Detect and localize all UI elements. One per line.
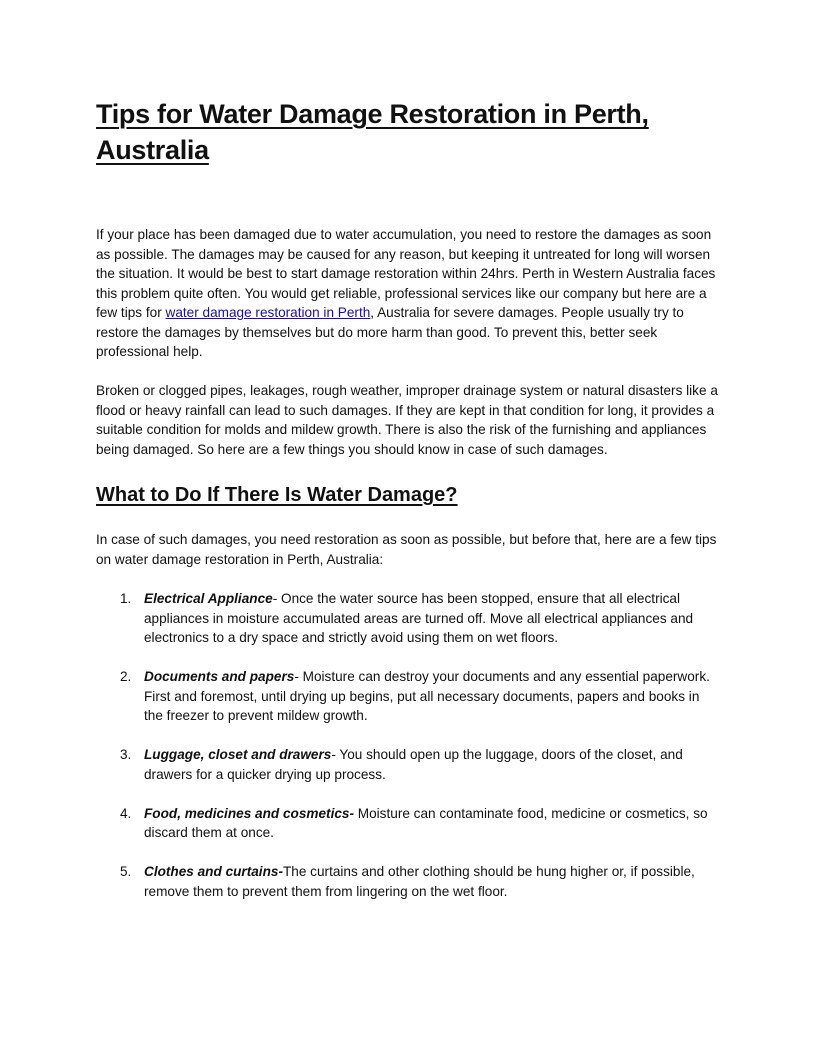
list-number: 4. <box>120 805 132 821</box>
section-heading: What to Do If There Is Water Damage? <box>96 484 458 506</box>
tip-text: Moisture can contaminate food, medicine or cosmetics, so discard them at once. <box>144 805 708 840</box>
tip-term: Documents and papers <box>144 669 295 684</box>
tip-text: - Moisture can destroy your documents and any essential paperwork. First and foremost, until drying up begins, put all necessary documents, papers and books in the freezer to prevent mildew growth. <box>144 669 710 723</box>
list-item <box>96 667 720 726</box>
list-item <box>96 804 720 843</box>
list-item <box>96 745 720 784</box>
intro-paragraph <box>96 225 720 362</box>
tip-term: Electrical Appliance <box>144 591 273 606</box>
tip-text: The curtains and other clothing should be hung higher or, if possible, remove them to prevent them from lingering on the wet floor. <box>144 864 695 899</box>
tip-term: Luggage, closet and drawers <box>144 747 332 762</box>
list-number: 2. <box>120 669 132 684</box>
tip-term: Food, medicines and cosmetics- <box>144 805 354 821</box>
list-number: 3. <box>120 747 132 762</box>
tip-text: - You should open up the luggage, doors of the closet, and drawers for a quicker drying up process. <box>144 747 683 782</box>
intro-text-after-link: , Australia for severe damages. People usually try to restore the damages by themselves but do more harm than good. To prevent this, better seek professional help. <box>96 305 684 359</box>
causes-paragraph: Broken or clogged pipes, leakages, rough weather, improper drainage system or natural disasters like a flood or heavy rainfall can lead to such damages. If they are kept in that condition for long, it provides a suitable condition for molds and mildew growth. There is also the risk of the furnishing and appliances being damaged. So here are a few things you should know in case of such damages. <box>96 383 718 457</box>
tip-text: - Once the water source has been stopped, ensure that all electrical appliances in moisture accumulated areas are turned off. Move all electrical appliances and electronics to a dry space and strictly avoid using them on wet floors. <box>144 591 694 645</box>
list-number: 1. <box>120 591 132 606</box>
section-intro-paragraph: In case of such damages, you need restoration as soon as possible, but before that, here are a few tips on water damage restoration in Perth, Australia: <box>96 532 717 567</box>
water-damage-restoration-link[interactable]: water damage restoration in Perth <box>165 305 371 320</box>
tip-term: Clothes and curtains- <box>144 864 283 879</box>
page-title: Tips for Water Damage Restoration in Perth, Australia <box>96 99 649 165</box>
tips-list <box>96 589 720 901</box>
intro-text-before-link: If your place has been damaged due to water accumulation, you need to restore the damages as soon as possible. The damages may be caused for any reason, but keeping it untreated for long will worsen the situation. It would be best to start damage restoration within 24hrs. Perth in Western Australia faces this problem quite often. You would get reliable, professional services like our company but here are a few tips for <box>96 227 716 320</box>
list-item <box>96 862 720 901</box>
list-item <box>96 589 720 648</box>
list-number: 5. <box>120 864 132 879</box>
